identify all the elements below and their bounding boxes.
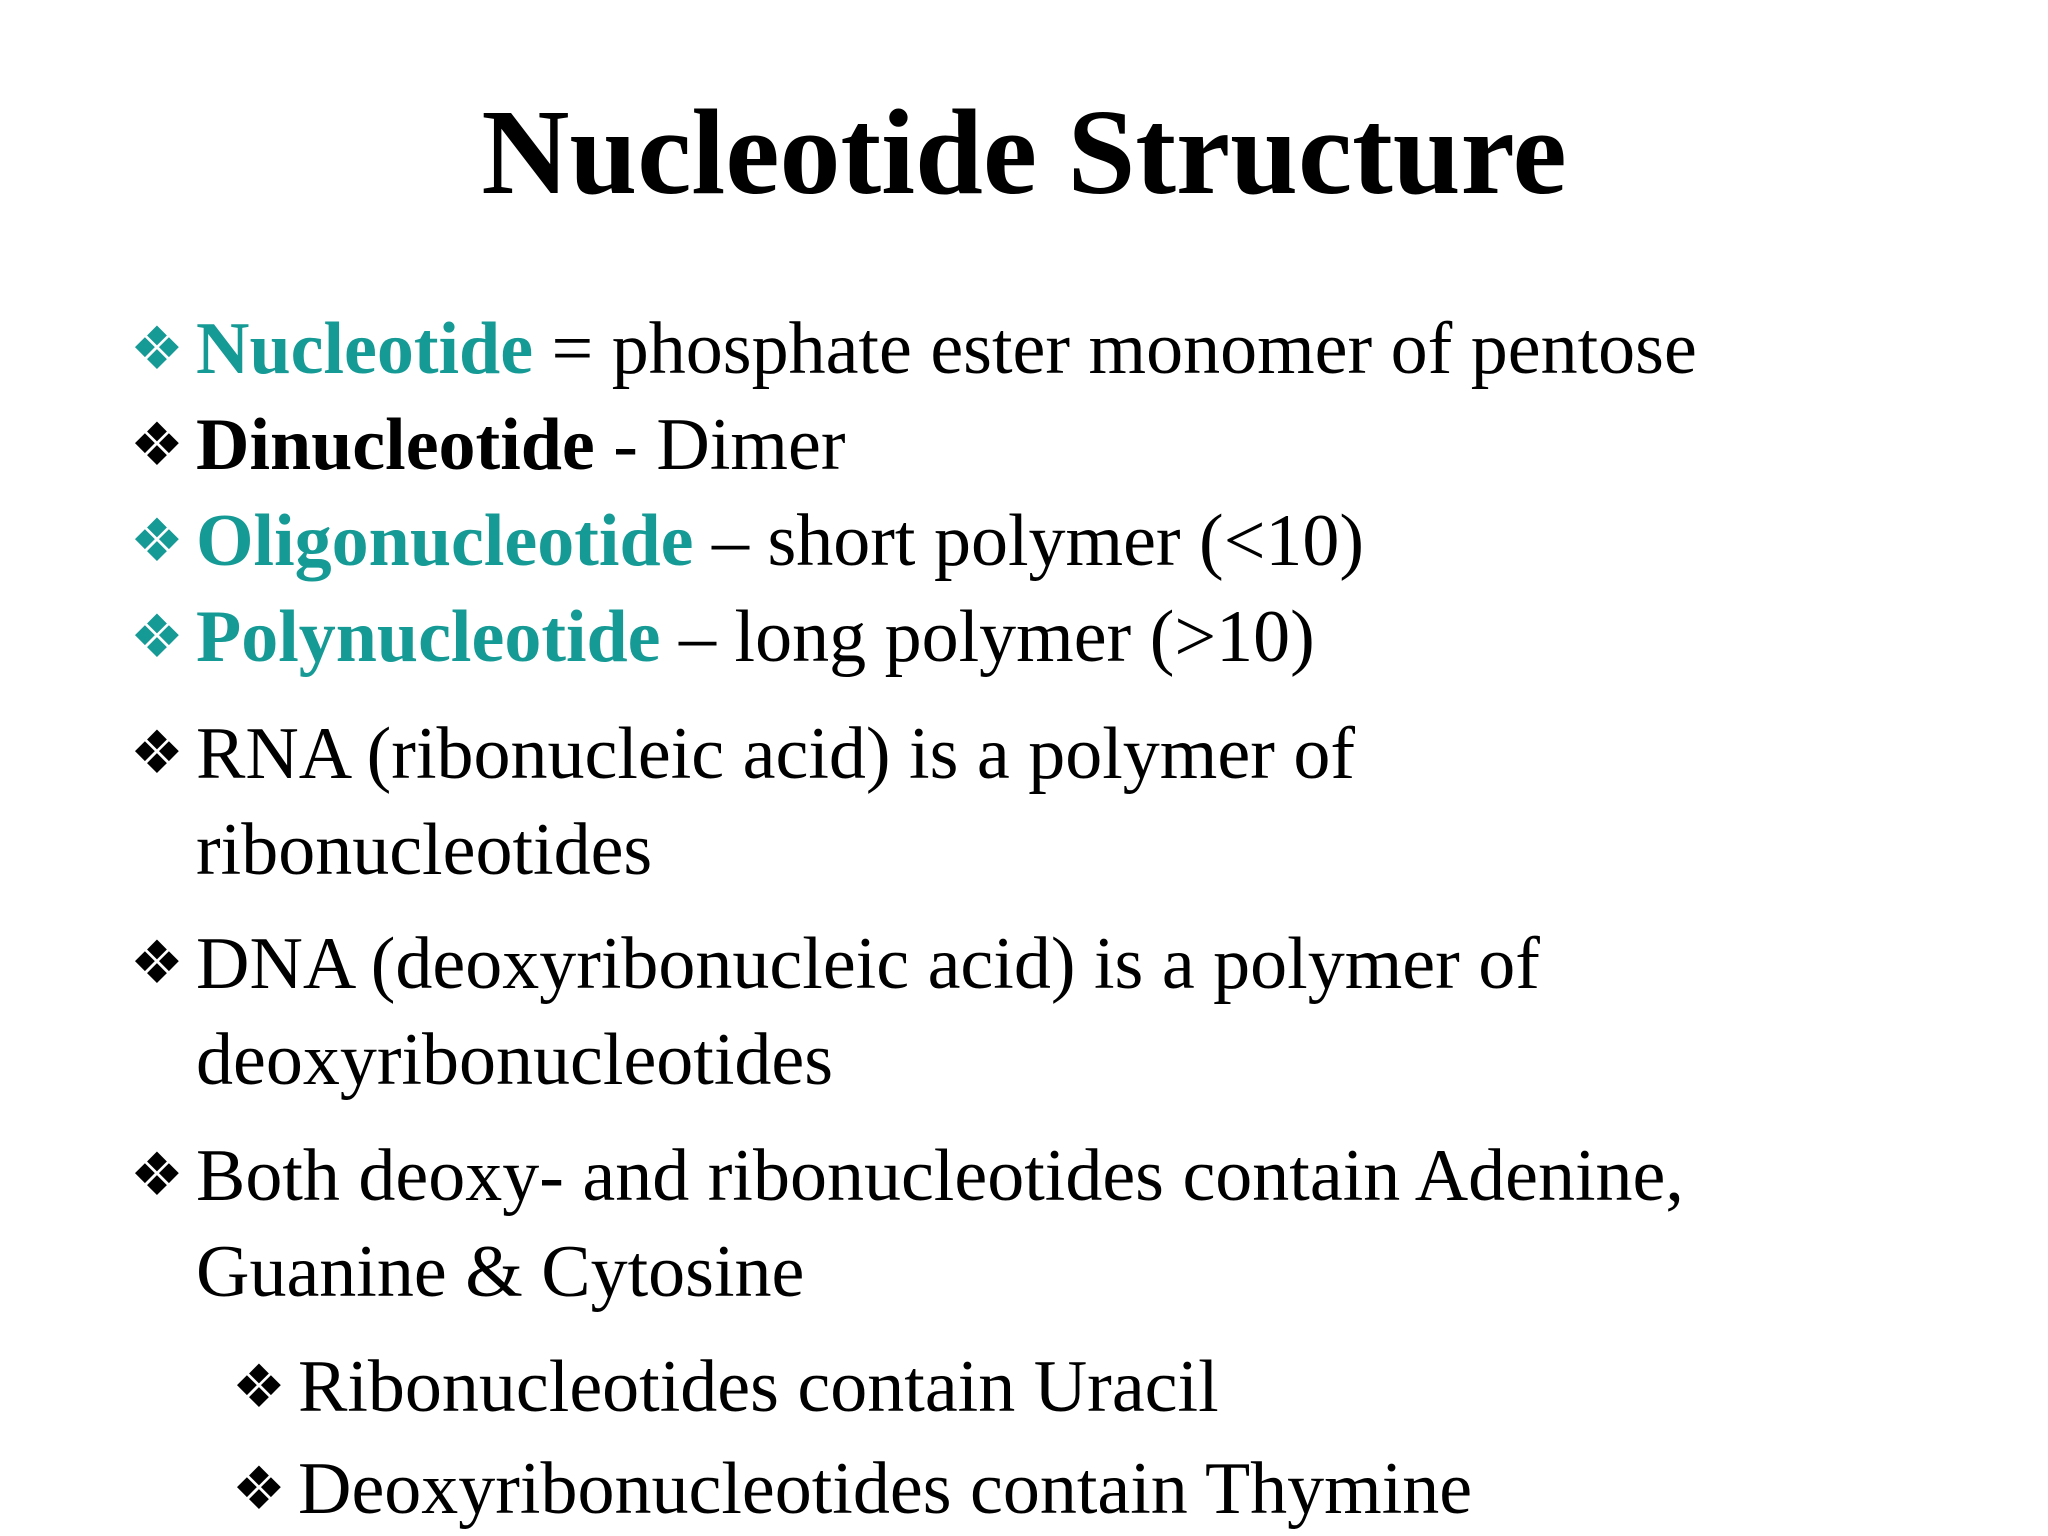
diamond-bullet-icon: ❖: [130, 604, 184, 670]
term-label: Polynucleotide: [196, 596, 661, 678]
term-label: Dinucleotide: [196, 404, 595, 486]
diamond-bullet-icon: ❖: [130, 720, 184, 786]
diamond-bullet-icon: ❖: [130, 412, 184, 478]
term-label: Nucleotide: [196, 308, 534, 390]
list-item-text: [196, 1128, 1684, 1320]
line-1: RNA (ribonucleic acid) is a polymer of: [196, 713, 1355, 795]
sub-item-text: Ribonucleotides contain Uracil: [298, 1346, 1219, 1428]
diamond-bullet-icon: ❖: [130, 930, 184, 996]
line-1: DNA (deoxyribonucleic acid) is a polymer of: [196, 923, 1540, 1005]
line-2: deoxyribonucleotides: [196, 1019, 834, 1101]
list-item-text: [196, 302, 1697, 396]
line-1: Both deoxy- and ribonucleotides contain Adenine,: [196, 1135, 1684, 1217]
definition-text: - Dimer: [594, 404, 846, 486]
diamond-bullet-icon: ❖: [232, 1354, 286, 1420]
list-item-text: [196, 916, 1540, 1108]
diamond-bullet-icon: ❖: [130, 316, 184, 382]
list-item-text: [196, 398, 845, 492]
sub-item-text: Deoxyribonucleotides contain Thymine: [298, 1448, 1473, 1530]
definition-text: – short polymer (<10): [693, 500, 1365, 582]
diamond-bullet-icon: ❖: [130, 508, 184, 574]
definition-text: – long polymer (>10): [660, 596, 1315, 678]
diamond-bullet-icon: ❖: [232, 1456, 286, 1522]
term-label: Oligonucleotide: [196, 500, 694, 582]
list-item-text: [196, 706, 1355, 898]
list-item-text: [196, 590, 1315, 684]
line-2: Guanine & Cytosine: [196, 1231, 805, 1313]
diamond-bullet-icon: ❖: [130, 1142, 184, 1208]
list-item-text: [196, 494, 1364, 588]
definition-text: = phosphate ester monomer of pentose: [533, 308, 1697, 390]
line-2: ribonucleotides: [196, 809, 653, 891]
slide-title: Nucleotide Structure: [481, 85, 1567, 220]
